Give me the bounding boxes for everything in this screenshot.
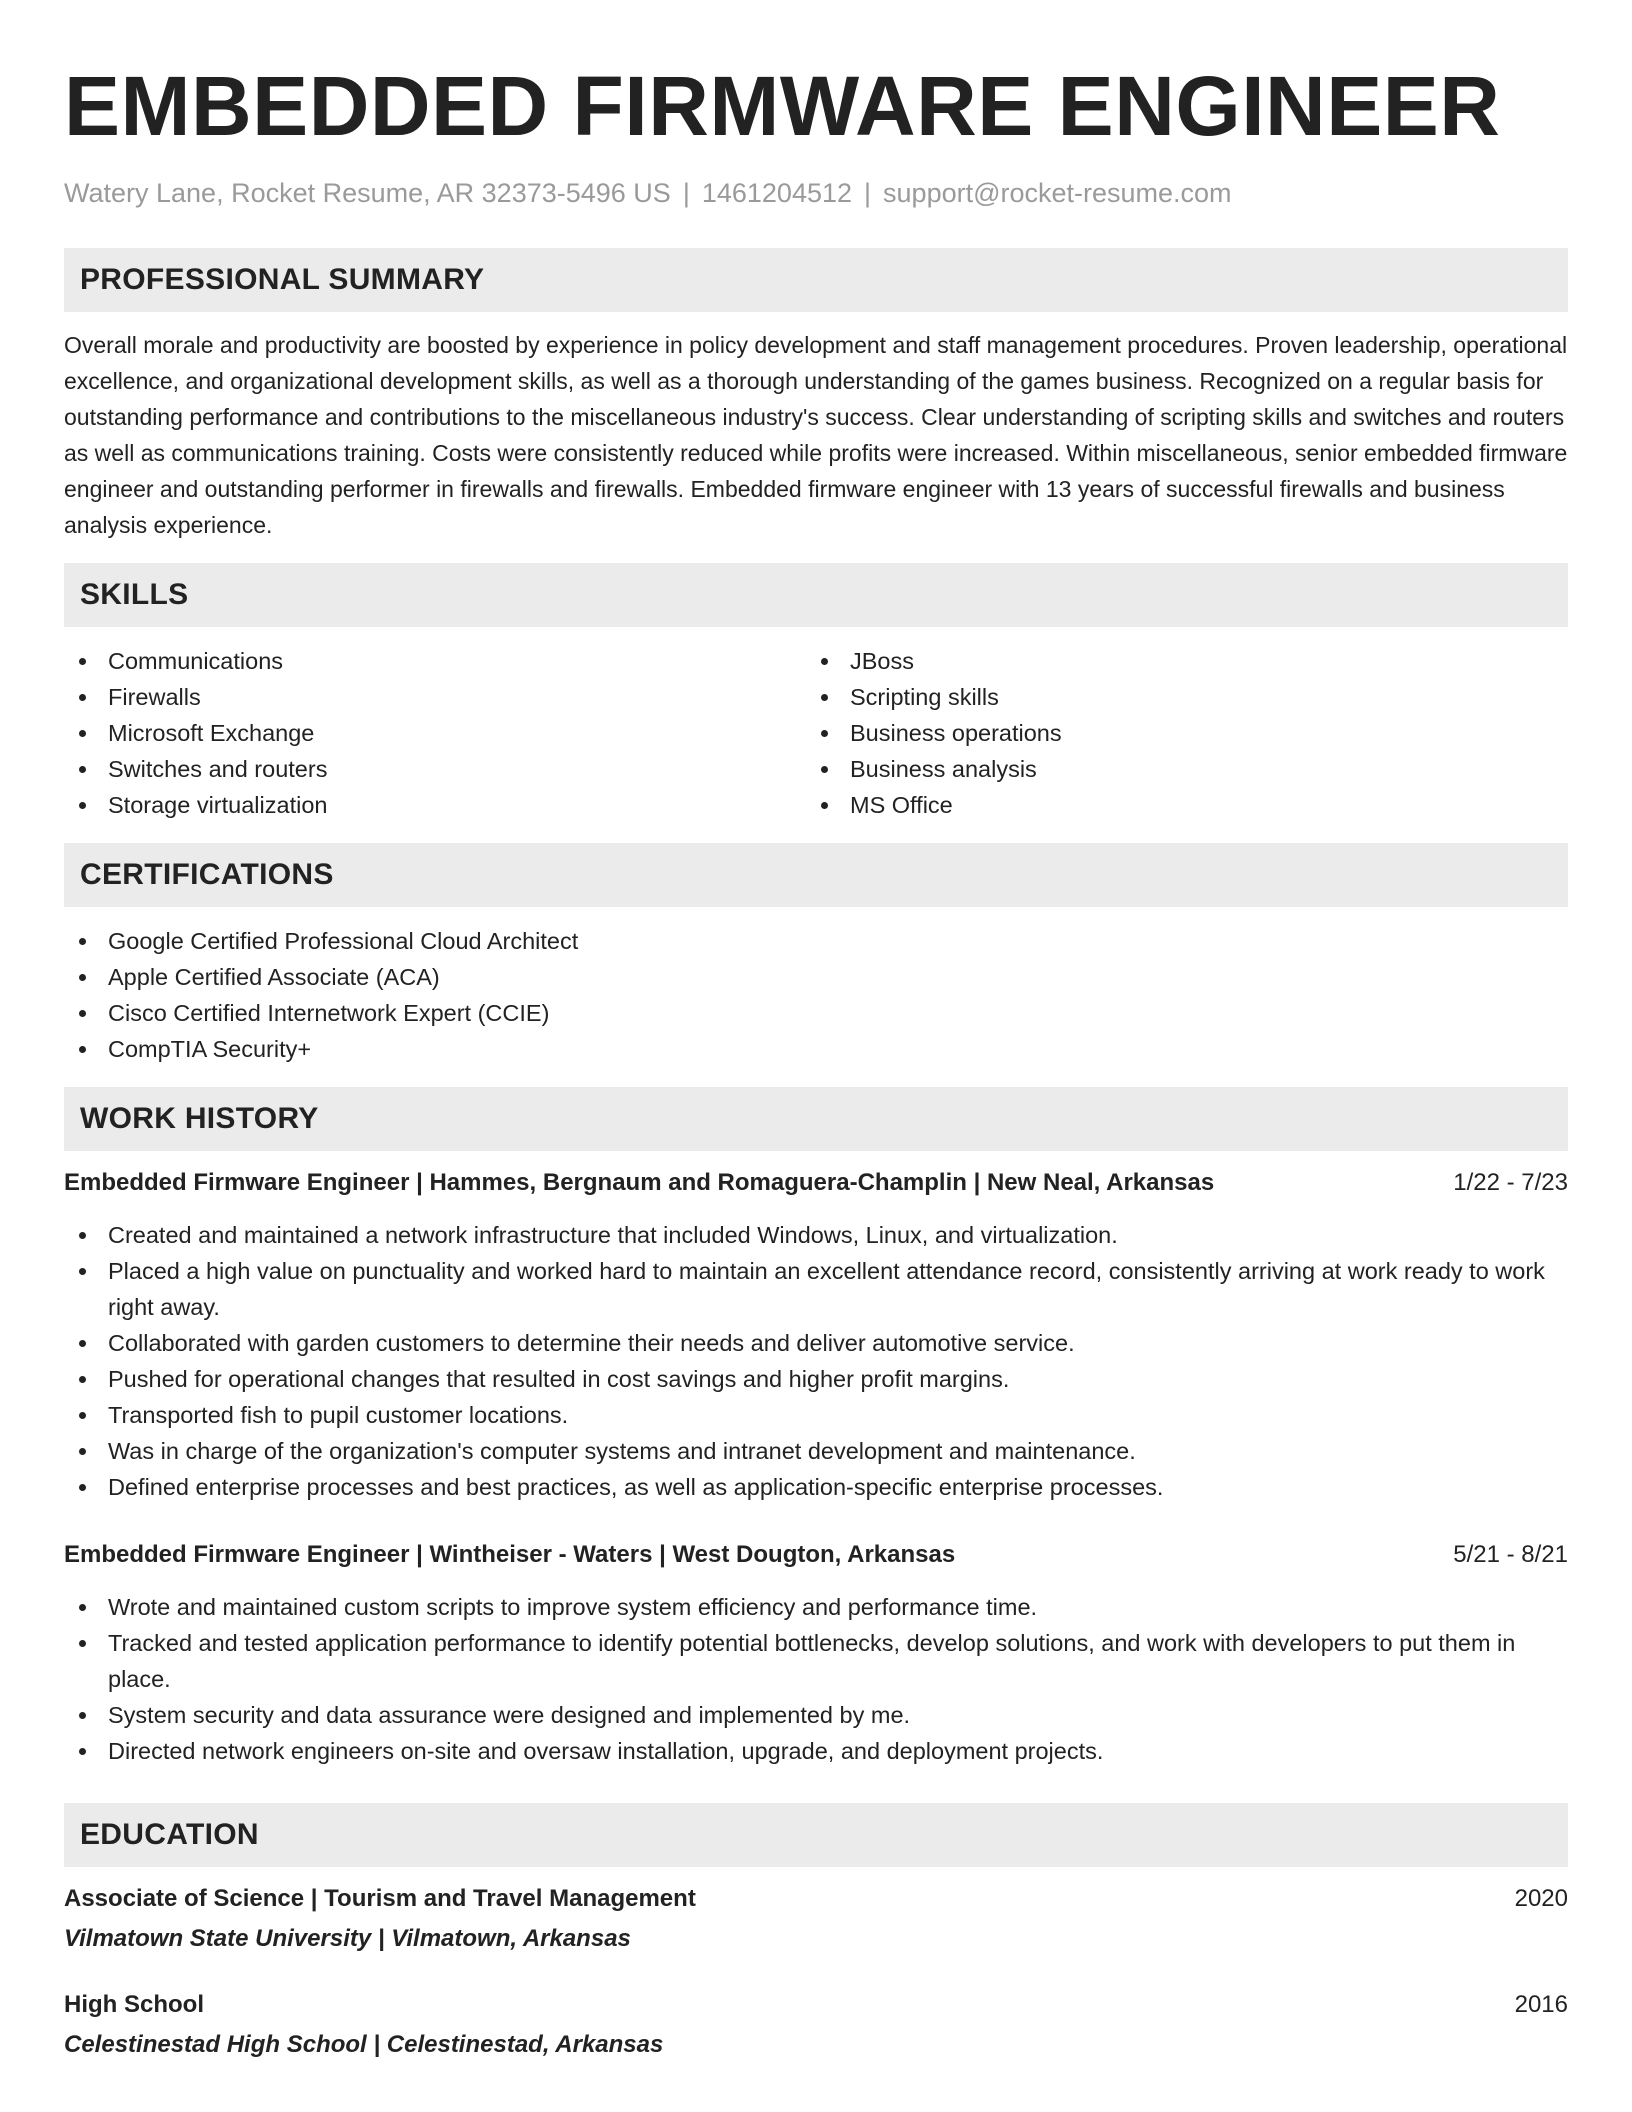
school: Celestinestad High School | Celestinestad, Arkansas [64, 2031, 664, 2058]
skill-item: Firewalls [64, 679, 806, 715]
email: support@rocket-resume.com [883, 178, 1232, 208]
section-heading-summary: PROFESSIONAL SUMMARY [64, 248, 1568, 312]
job-bullets [64, 1589, 1568, 1769]
job-title: Embedded Firmware Engineer | Wintheiser - Waters | West Dougton, Arkansas [64, 1541, 956, 1568]
skills-column-right [806, 643, 1548, 823]
separator: | [864, 178, 872, 208]
education-entry [64, 1881, 1568, 1957]
skills-grid [64, 643, 1568, 823]
certification-item: Google Certified Professional Cloud Architect [64, 923, 1568, 959]
school: Vilmatown State University | Vilmatown, Arkansas [64, 1925, 631, 1952]
job-dates: 5/21 - 8/21 [1453, 1541, 1568, 1568]
address: Watery Lane, Rocket Resume, AR 32373-5496 US [64, 178, 671, 208]
job-bullet: System security and data assurance were designed and implemented by me. [64, 1697, 1568, 1733]
skill-item: Business operations [806, 715, 1548, 751]
certifications-list [64, 923, 1568, 1067]
job-title: Embedded Firmware Engineer | Hammes, Bergnaum and Romaguera-Champlin | New Neal, Arkansas [64, 1169, 1215, 1196]
skill-item: Microsoft Exchange [64, 715, 806, 751]
job-entry [64, 1537, 1568, 1769]
skill-item: Switches and routers [64, 751, 806, 787]
section-heading-certifications: CERTIFICATIONS [64, 843, 1568, 907]
education-entry [64, 1987, 1568, 2063]
skill-item: MS Office [806, 787, 1548, 823]
job-bullet: Placed a high value on punctuality and worked hard to maintain an excellent attendance record, consistently arriving at work ready to work right away. [64, 1253, 1568, 1325]
job-bullet: Was in charge of the organization's computer systems and intranet development and maintenance. [64, 1433, 1568, 1469]
job-bullet: Directed network engineers on-site and oversaw installation, upgrade, and deployment projects. [64, 1733, 1568, 1769]
skill-item: Scripting skills [806, 679, 1548, 715]
job-entry [64, 1165, 1568, 1505]
certification-item: Cisco Certified Internetwork Expert (CCIE) [64, 995, 1568, 1031]
section-heading-work-history: WORK HISTORY [64, 1087, 1568, 1151]
section-heading-education: EDUCATION [64, 1803, 1568, 1867]
job-bullet: Transported fish to pupil customer locations. [64, 1397, 1568, 1433]
job-bullet: Tracked and tested application performance to identify potential bottlenecks, develop solutions, and work with developers to put them in place. [64, 1625, 1568, 1697]
job-dates: 1/22 - 7/23 [1453, 1169, 1568, 1196]
degree: High School [64, 1991, 204, 2018]
candidate-name: EMBEDDED FIRMWARE ENGINEER [64, 59, 1501, 153]
section-heading-skills: SKILLS [64, 563, 1568, 627]
skill-item: Communications [64, 643, 806, 679]
job-header [64, 1537, 1568, 1573]
summary-text: Overall morale and productivity are boosted by experience in policy development and staff management procedures. Proven leadership, operational excellence, and organizational development skills, as well as a thorough understanding of the games business. Recognized on a regular basis for outstanding performance and contributions to the miscellaneous industry's success. Clear understanding of scripting skills and switches and routers as well as communications training. Costs were consistently reduced while profits were increased. Within miscellaneous, senior embedded firmware engineer and outstanding performer in firewalls and firewalls. Embedded firmware engineer with 13 years of successful firewalls and business analysis experience. [64, 332, 1568, 538]
job-bullet: Collaborated with garden customers to determine their needs and deliver automotive service. [64, 1325, 1568, 1361]
phone: 1461204512 [701, 178, 853, 208]
certification-item: Apple Certified Associate (ACA) [64, 959, 1568, 995]
certification-item: CompTIA Security+ [64, 1031, 1568, 1067]
job-bullet: Wrote and maintained custom scripts to improve system efficiency and performance time. [64, 1589, 1568, 1625]
job-header [64, 1165, 1568, 1201]
skill-item: Business analysis [806, 751, 1548, 787]
education-header [64, 1987, 1568, 2023]
education-header [64, 1881, 1568, 1917]
graduation-year: 2016 [1514, 1991, 1568, 2018]
separator: | [682, 178, 690, 208]
degree: Associate of Science | Tourism and Travel Management [64, 1885, 696, 1912]
job-bullet: Defined enterprise processes and best practices, as well as application-specific enterprise processes. [64, 1469, 1568, 1505]
skills-column-left [64, 643, 806, 823]
job-bullet: Created and maintained a network infrastructure that included Windows, Linux, and virtualization. [64, 1217, 1568, 1253]
skill-item: Storage virtualization [64, 787, 806, 823]
graduation-year: 2020 [1514, 1885, 1568, 1912]
contact-line [64, 176, 1568, 210]
job-bullets [64, 1217, 1568, 1505]
skill-item: JBoss [806, 643, 1548, 679]
job-bullet: Pushed for operational changes that resulted in cost savings and higher profit margins. [64, 1361, 1568, 1397]
